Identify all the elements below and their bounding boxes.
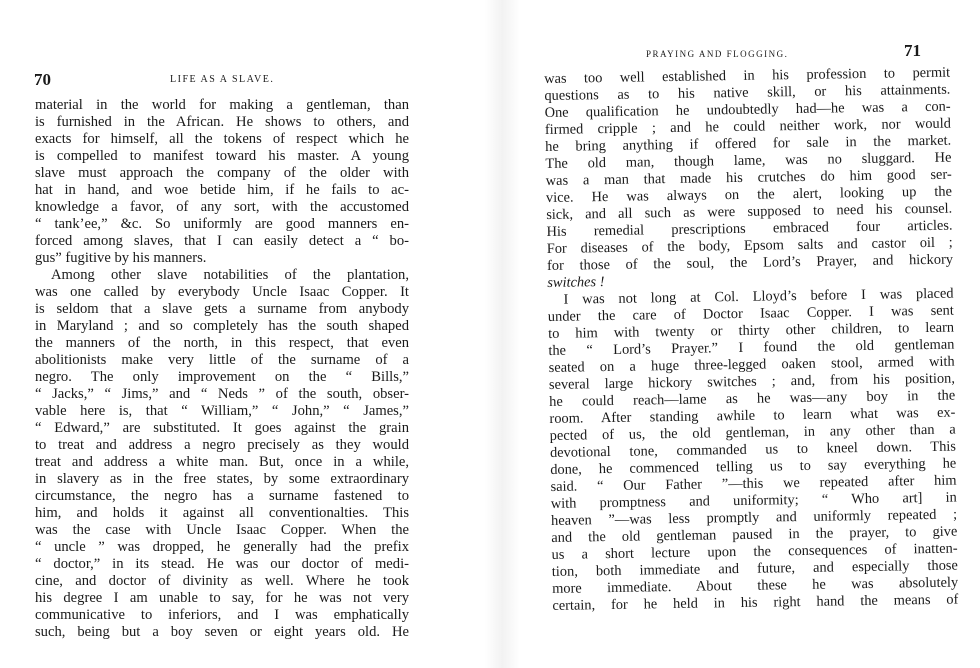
text-line: vice. He was always on the alert, looking up the bbox=[545, 183, 953, 206]
right-page bbox=[520, 0, 980, 668]
text-line: his degree I am unable to say, for he was not very bbox=[35, 590, 409, 606]
text-line: For diseases of the body, Epsom salts and castor oil ; bbox=[546, 234, 953, 257]
text-line: him, and holds it against all conventionalties. This bbox=[35, 505, 409, 521]
text-line: “ doctor,” in its stead. He was our doctor of medi- bbox=[35, 556, 409, 572]
text-line: forced among slaves, that I can easily detect a “ bo- bbox=[35, 233, 409, 249]
text-line: “ Edward,” are substituted. It goes against the grain bbox=[35, 420, 409, 436]
text-line: said. “ Our Father ”—this we repeated after him bbox=[550, 472, 957, 495]
text-line: seated on a huge three-legged oaken stool, armed with bbox=[548, 353, 955, 376]
text-line: gus” fugitive by his manners. bbox=[35, 250, 207, 266]
text-line: room. After standing awhile to learn what was ex- bbox=[549, 404, 956, 427]
text-line: the “ Lord’s Prayer.” I found the old gentleman bbox=[548, 336, 955, 359]
text-line: is furnished in the African. He shows to others, and bbox=[35, 114, 409, 130]
text-line: he bring anything if offered for sale in the market. bbox=[545, 132, 952, 155]
text-line: His remedial prescriptions embraced four articles. bbox=[546, 217, 953, 240]
text-line: was the case with Uncle Isaac Copper. When the bbox=[35, 522, 409, 538]
text-line: “ Jacks,” “ Jims,” and “ Neds ” of the south, obser- bbox=[35, 386, 409, 402]
text-line: negro. The only improvement on the “ Bills,” bbox=[35, 369, 409, 385]
text-line: to him with twenty or thirty other children, to learn bbox=[548, 319, 955, 342]
text-line: was too well established in his profession to permit bbox=[544, 64, 951, 87]
text-line: “ uncle ” was dropped, he generally had the prefix bbox=[35, 539, 409, 555]
text-line: switches ! bbox=[547, 274, 605, 291]
text-line: several large hickory switches ; and, from his position, bbox=[548, 370, 956, 393]
text-line: Among other slave notabilities of the plantation, bbox=[51, 267, 409, 283]
text-line: communicative to inferiors, and I was emphatically bbox=[35, 607, 409, 623]
text-line: The old man, though lame, was no sluggard. He bbox=[545, 149, 952, 172]
text-line: was a man that made his crutches do him good ser- bbox=[545, 166, 952, 189]
text-line: under the care of Doctor Isaac Copper. I was sent bbox=[547, 302, 954, 325]
text-line: treat and address a white man. But, once in a while, bbox=[35, 454, 409, 470]
right-page-number: 71 bbox=[904, 41, 921, 60]
text-line: in Maryland ; and so completely has the south shaped bbox=[35, 318, 409, 334]
text-line: is seldom that a slave gets a surname from anybody bbox=[35, 301, 409, 317]
text-line: is compelled to manifest toward his master. A young bbox=[35, 148, 409, 164]
text-line: “ tank’ee,” &c. So uniformly are good manners en- bbox=[35, 216, 409, 232]
left-page-number: 70 bbox=[34, 70, 51, 89]
text-line: he could reach—lame as he was—any boy in the bbox=[549, 387, 956, 410]
text-line: devotional tone, commanded us to kneel down. This bbox=[549, 438, 957, 461]
text-line: tion, both immediate and future, and especially those bbox=[551, 557, 958, 580]
text-line: exacts for himself, all the tokens of respect which he bbox=[35, 131, 409, 147]
left-page bbox=[0, 0, 485, 668]
text-line: circumstance, the negro has a surname fastened to bbox=[35, 488, 409, 504]
text-line: in slavery as in the free states, by some extraordinary bbox=[35, 471, 409, 487]
book-gutter bbox=[485, 0, 520, 668]
text-line: pected of us, the old gentleman, in any other than a bbox=[549, 421, 956, 444]
text-line: firmed cripple ; and he could neither work, nor would bbox=[544, 115, 952, 138]
text-line: us a short lecture upon the consequences of inatten- bbox=[551, 540, 958, 563]
left-body-text bbox=[35, 97, 409, 641]
text-line: vable here is, that “ William,” “ John,” “ James,” bbox=[35, 403, 409, 419]
text-line: abolitionists make very little of the surname of a bbox=[35, 352, 409, 368]
right-running-head: PRAYING AND FLOGGING. bbox=[646, 49, 789, 59]
text-line: slave must approach the company of the older with bbox=[35, 165, 409, 181]
text-line: hat in hand, and woe betide him, if he fails to ac- bbox=[35, 182, 409, 198]
text-line: I was not long at Col. Lloyd’s before I was placed bbox=[563, 285, 954, 308]
text-line: done, he commenced telling us to say everything he bbox=[550, 455, 957, 478]
text-line: cine, and doctor of divinity as well. Where he took bbox=[35, 573, 409, 589]
text-line: was one called by everybody Uncle Isaac Copper. It bbox=[35, 284, 409, 300]
text-line: heaven ”—was less promptly and uniformly repeated ; bbox=[550, 506, 958, 529]
left-running-head: LIFE AS A SLAVE. bbox=[170, 74, 275, 85]
text-line: knowledge a favor, of any sort, with the accustomed bbox=[35, 199, 409, 215]
text-line: questions as to his native skill, or his attainments. bbox=[544, 81, 951, 104]
text-line: to treat and address a negro precisely as they would bbox=[35, 437, 409, 453]
text-line: sick, and all such as were supposed to need his counsel. bbox=[546, 200, 953, 223]
text-line: material in the world for making a gentleman, than bbox=[35, 97, 409, 113]
text-line: the manners of the north, in this respect, that even bbox=[35, 335, 409, 351]
text-line: certain, for he held in his right hand the means of bbox=[552, 591, 959, 614]
text-line: and the old gentleman paused in the prayer, to give bbox=[551, 523, 958, 546]
text-line: with promptness and uniformity; “ Who art] in bbox=[550, 489, 957, 512]
text-line: more immediate. About these he was absolutely bbox=[552, 574, 959, 597]
text-line: One qualification he undoubtedly had—he was a con- bbox=[544, 98, 951, 121]
right-body-text bbox=[544, 65, 958, 615]
text-line: such, being but a boy seven or eight years old. He bbox=[35, 624, 409, 640]
text-line: for those of the soul, the Lord’s Prayer, and hickory bbox=[546, 251, 954, 274]
